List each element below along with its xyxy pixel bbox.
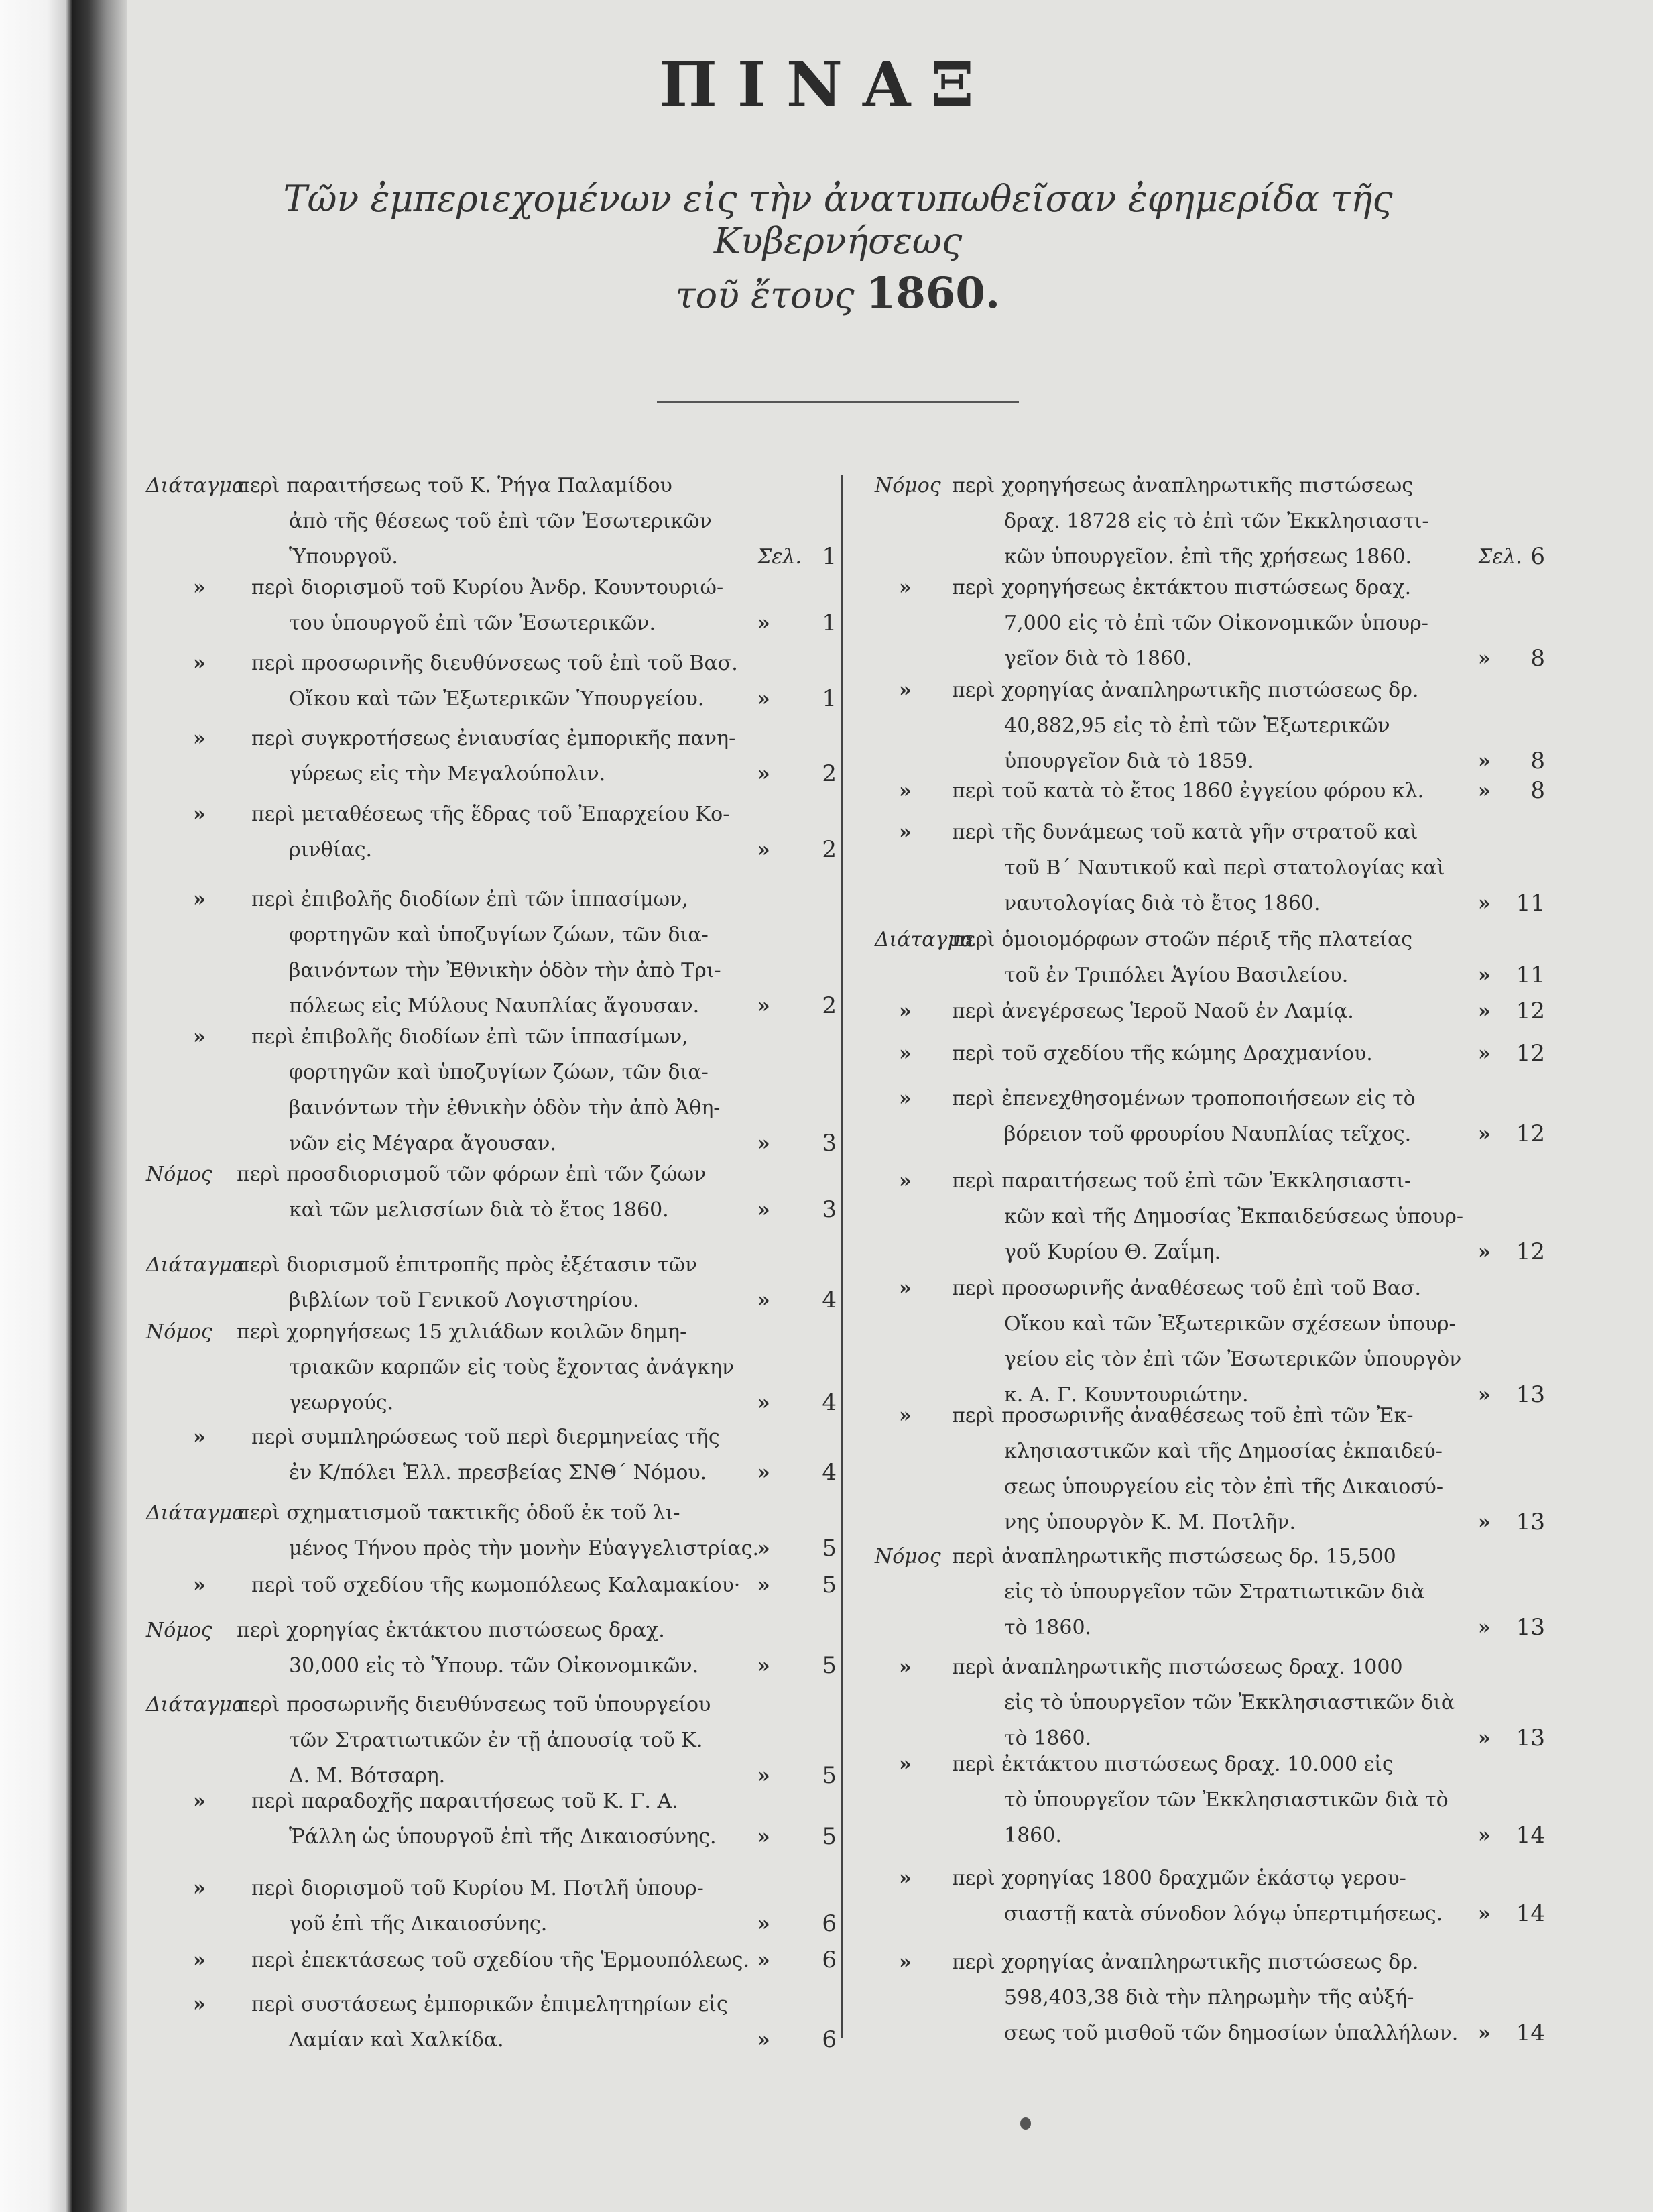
entry-text-line: φορτηγῶν καὶ ὑποζυγίων ζώων, τῶν δια- xyxy=(289,923,709,947)
page-number: 11 xyxy=(1516,890,1545,917)
entry-type-label: Διάταγμα xyxy=(875,928,975,951)
page-number: 4 xyxy=(822,1389,837,1416)
entry-text-line: σεως ὑπουργείου εἰς τὸν ἐπὶ τῆς Δικαιοσύ- xyxy=(1004,1475,1443,1499)
entry-type-label: Διάταγμα xyxy=(146,474,246,498)
entry-text-line: κῶν καὶ τῆς Δημοσίας Ἐκπαιδεύσεως ὑπουρ- xyxy=(1004,1205,1464,1228)
entry-text-line: εἰς τὸ ὑπουργεῖον τῶν Στρατιωτικῶν διὰ xyxy=(1004,1580,1425,1604)
entry-description xyxy=(952,1036,1445,1071)
entry-text-line: τοῦ Β΄ Ναυτικοῦ καὶ περὶ στατολογίας καὶ xyxy=(1004,856,1445,880)
entry-type-label: » xyxy=(193,576,206,599)
entry-description xyxy=(237,1019,726,1161)
entry-type-label: » xyxy=(193,1948,206,1972)
entry-description xyxy=(237,1784,726,1855)
page-number: 12 xyxy=(1516,1040,1545,1067)
entry-text-line: τὸ 1860. xyxy=(1004,1616,1092,1639)
page-number: 6 xyxy=(822,1910,837,1937)
entry-text-line: περὶ ὁμοιομόρφων στοῶν πέριξ τῆς πλατείας xyxy=(952,928,1413,951)
entry-text-line: περὶ μεταθέσεως τῆς ἕδρας τοῦ Ἐπαρχείου Κο- xyxy=(251,803,730,826)
entry-text-line: τοῦ ἐν Τριπόλει Ἁγίου Βασιλείου. xyxy=(1004,964,1349,987)
entry-text-line: μένος Τήνου πρὸς τὴν μονὴν Εὐαγγελιστρίας. xyxy=(289,1537,759,1560)
book-spine-shadow xyxy=(0,0,127,2212)
page-number: 2 xyxy=(822,760,837,787)
entry-text-line: περὶ τοῦ κατὰ τὸ ἔτος 1860 ἐγγείου φόρου κλ. xyxy=(952,779,1424,803)
entry-description xyxy=(237,1157,726,1228)
entry-text-line: 598,403,38 διὰ τὴν πληρωμὴν τῆς αὐξή- xyxy=(1004,1986,1414,2010)
entry-text-line: ὑπουργεῖον διὰ τὸ 1859. xyxy=(1004,750,1254,773)
entry-text-line: περὶ χορηγήσεως ἀναπληρωτικῆς πιστώσεως xyxy=(952,474,1414,498)
entry-description xyxy=(237,1247,726,1318)
entry-text-line: καὶ τῶν μελισσίων διὰ τὸ ἔτος 1860. xyxy=(289,1198,669,1222)
entry-type-label: Νόμος xyxy=(875,1545,941,1568)
entry-text-line: περὶ συγκροτήσεως ἐνιαυσίας ἐμπορικῆς πανη- xyxy=(251,727,736,750)
entry-text-line: εἰς τὸ ὑπουργεῖον τῶν Ἐκκλησιαστικῶν διὰ xyxy=(1004,1691,1455,1714)
entry-text-line: περὶ προσωρινῆς διευθύνσεως τοῦ ἐπὶ τοῦ Βασ. xyxy=(251,652,738,675)
entry-text-line: του ὑπουργοῦ ἐπὶ τῶν Ἐσωτερικῶν. xyxy=(289,612,656,635)
entry-text-line: περὶ χορηγήσεως ἐκτάκτου πιστώσεως δραχ. xyxy=(952,576,1412,599)
page-number: 13 xyxy=(1516,1725,1545,1751)
page-number: 12 xyxy=(1516,1120,1545,1147)
entry-description xyxy=(952,1271,1462,1413)
entry-type-label: » xyxy=(899,576,912,599)
entry-text-line: 40,882,95 εἰς τὸ ἐπὶ τῶν Ἐξωτερικῶν xyxy=(1004,714,1390,738)
entry-text-line: 1860. xyxy=(1004,1824,1062,1847)
page-prefix: » xyxy=(1478,1042,1491,1065)
page-prefix: » xyxy=(1478,779,1491,803)
entry-type-label: » xyxy=(899,1951,912,1974)
entry-text-line: περὶ χορηγίας ἀναπληρωτικῆς πιστώσεως δρ. xyxy=(952,1951,1419,1974)
entry-description xyxy=(952,922,1445,993)
page-number: 5 xyxy=(822,1823,837,1850)
page-prefix: » xyxy=(757,612,770,635)
entry-type-label: » xyxy=(899,1655,912,1679)
page-prefix: » xyxy=(1478,1240,1491,1264)
entry-text-line: περὶ χορηγήσεως 15 χιλιάδων κοιλῶν δημη- xyxy=(237,1320,687,1344)
page-prefix: Σελ. xyxy=(757,545,802,569)
entry-text-line: περὶ προσωρινῆς διευθύνσεως τοῦ ὑπουργείου xyxy=(237,1693,711,1716)
entry-text-line: περὶ διορισμοῦ τοῦ Κυρίου Ἀνδρ. Κουντουριώ- xyxy=(251,576,724,599)
entry-text-line: περὶ ἀνεγέρσεως Ἱεροῦ Ναοῦ ἐν Λαμίᾳ. xyxy=(952,1000,1354,1023)
entry-description xyxy=(237,1314,735,1421)
page-number: 2 xyxy=(822,992,837,1019)
entry-description xyxy=(237,1419,726,1491)
page-number: 5 xyxy=(822,1535,837,1562)
entry-text-line: περὶ ἐπιβολῆς διοδίων ἐπὶ τῶν ἱππασίμων, xyxy=(251,1025,688,1049)
entry-text-line: περὶ τῆς δυνάμεως τοῦ κατὰ γῆν στρατοῦ καὶ xyxy=(952,821,1418,844)
entry-text-line: περὶ ἀναπληρωτικῆς πιστώσεως δρ. 15,500 xyxy=(952,1545,1396,1568)
page-prefix: » xyxy=(757,1825,770,1849)
entry-type-label: Διάταγμα xyxy=(146,1501,246,1525)
page-number: 5 xyxy=(822,1572,837,1598)
entry-text-line: φορτηγῶν καὶ ὑποζυγίων ζώων, τῶν δια- xyxy=(289,1061,709,1084)
entry-text-line: περὶ συμπληρώσεως τοῦ περὶ διερμηνείας τῆς xyxy=(251,1425,720,1449)
entry-text-line: περὶ παραιτήσεως τοῦ ἐπὶ τῶν Ἐκκλησιαστι- xyxy=(952,1169,1412,1193)
page-number: 1 xyxy=(822,685,837,712)
page-number: 6 xyxy=(822,1946,837,1973)
page-number: 1 xyxy=(822,609,837,636)
entry-text-line: περὶ παραιτήσεως τοῦ Κ. Ῥήγα Παλαμίδου xyxy=(237,474,672,498)
entry-description xyxy=(237,882,726,1024)
entry-text-line: τὸ 1860. xyxy=(1004,1727,1092,1750)
page-prefix: » xyxy=(757,2028,770,2052)
entry-text-line: τὸ ὑπουργεῖον τῶν Ἐκκλησιαστικῶν διὰ τὸ xyxy=(1004,1788,1449,1812)
entry-description xyxy=(237,1613,726,1684)
entry-text-line: γοῦ Κυρίου Θ. Ζαΐμη. xyxy=(1004,1240,1221,1264)
entry-text-line: κλησιαστικῶν καὶ τῆς Δημοσίας ἐκπαιδεύ- xyxy=(1004,1440,1443,1463)
page-number: 14 xyxy=(1516,1900,1545,1927)
entry-description xyxy=(952,1398,1445,1540)
entry-type-label: » xyxy=(899,1169,912,1193)
entry-text-line: περὶ σχηματισμοῦ τακτικῆς ὁδοῦ ἐκ τοῦ λι- xyxy=(237,1501,680,1525)
page-number: 4 xyxy=(822,1459,837,1486)
page-prefix: » xyxy=(1478,2022,1491,2045)
page-prefix: » xyxy=(1478,1824,1491,1847)
page-number: 3 xyxy=(822,1196,837,1223)
entry-text-line: ἀπὸ τῆς θέσεως τοῦ ἐπὶ τῶν Ἐσωτερικῶν xyxy=(289,510,712,533)
page-prefix: » xyxy=(757,1391,770,1415)
page-prefix: » xyxy=(1478,1902,1491,1926)
page-prefix: » xyxy=(757,1132,770,1155)
entry-description xyxy=(952,1081,1445,1152)
entry-type-label: » xyxy=(899,1867,912,1890)
entry-type-label: » xyxy=(899,1087,912,1110)
entry-text-line: βαινόντων τὴν ἐθνικὴν ὁδὸν τὴν ἀπὸ Ἀθη- xyxy=(289,1096,721,1120)
entry-type-label: » xyxy=(899,1000,912,1023)
entry-description xyxy=(952,1649,1455,1756)
page-prefix: » xyxy=(1478,1616,1491,1639)
entry-type-label: » xyxy=(193,1425,206,1449)
entry-type-label: » xyxy=(193,1790,206,1813)
page-number: 13 xyxy=(1516,1381,1545,1408)
page-prefix: » xyxy=(757,1289,770,1312)
page-prefix: » xyxy=(757,838,770,862)
entry-text-line: περὶ χορηγίας ἀναπληρωτικῆς πιστώσεως δρ. xyxy=(952,679,1419,702)
year-line xyxy=(201,268,1475,318)
entry-type-label: Διάταγμα xyxy=(146,1693,246,1716)
entry-type-label: » xyxy=(899,1753,912,1776)
entry-text-line: γεωργούς. xyxy=(289,1391,394,1415)
year-value: 1860. xyxy=(865,268,1001,318)
entry-text-line: περὶ διορισμοῦ ἐπιτροπῆς πρὸς ἐξέτασιν τῶν xyxy=(237,1253,698,1277)
entry-text-line: περὶ παραδοχῆς παραιτήσεως τοῦ Κ. Γ. Α. xyxy=(251,1790,678,1813)
entry-type-label: » xyxy=(899,1042,912,1065)
entry-type-label: » xyxy=(899,679,912,702)
page-prefix: » xyxy=(757,687,770,711)
entry-description xyxy=(237,721,736,792)
entry-description xyxy=(237,646,738,717)
page-subtitle: Τῶν ἐμπεριεχομένων εἰς τὴν ἀνατυπωθεῖσαν ἐφημερίδα τῆς Κυβερνήσεως xyxy=(283,178,1393,262)
entry-text-line: σεως τοῦ μισθοῦ τῶν δημοσίων ὑπαλλήλων. xyxy=(1004,2022,1459,2045)
page-number: 8 xyxy=(1530,777,1545,804)
entry-text-line: Οἴκου καὶ τῶν Ἐξωτερικῶν σχέσεων ὑπουρ- xyxy=(1004,1312,1456,1336)
ink-spot xyxy=(1020,2117,1031,2130)
page-prefix: » xyxy=(1478,1511,1491,1534)
entry-description xyxy=(952,1861,1445,1932)
entry-text-line: ναυτολογίας διὰ τὸ ἔτος 1860. xyxy=(1004,892,1321,915)
entry-text-line: Δ. Μ. Βότσαρη. xyxy=(289,1764,446,1788)
page-prefix: » xyxy=(757,1654,770,1678)
page-number: 11 xyxy=(1516,962,1545,988)
entry-description xyxy=(952,773,1445,809)
entry-text-line: περὶ ἐπενεχθησομένων τροποποιήσεων εἰς τὸ xyxy=(952,1087,1416,1110)
entry-text-line: περὶ προσωρινῆς ἀναθέσεως τοῦ ἐπὶ τῶν Ἐκ- xyxy=(952,1404,1414,1428)
entry-text-line: γείου εἰς τὸν ἐπὶ τῶν Ἐσωτερικῶν ὑπουργὸν xyxy=(1004,1348,1462,1371)
entry-description xyxy=(237,468,726,575)
entry-text-line: Ὑπουργοῦ. xyxy=(289,545,398,569)
entry-text-line: περὶ τοῦ σχεδίου τῆς κώμης Δραχμανίου. xyxy=(952,1042,1373,1065)
entry-text-line: περὶ χορηγίας 1800 δραχμῶν ἑκάστῳ γερου- xyxy=(952,1867,1406,1890)
page-prefix: » xyxy=(1478,647,1491,671)
page-prefix: » xyxy=(757,762,770,786)
entry-text-line: περὶ προσδιορισμοῦ τῶν φόρων ἐπὶ τῶν ζώων xyxy=(237,1163,707,1186)
entry-type-label: » xyxy=(193,803,206,826)
page-prefix: » xyxy=(757,994,770,1018)
entry-text-line: περὶ τοῦ σχεδίου τῆς κωμοπόλεως Καλαμακίου· xyxy=(251,1574,741,1597)
entry-description xyxy=(237,1687,726,1794)
page-number: 6 xyxy=(1530,543,1545,570)
entry-text-line: γοῦ ἐπὶ τῆς Δικαιοσύνης. xyxy=(289,1912,548,1936)
entry-text-line: βόρειον τοῦ φρουρίου Ναυπλίας τεῖχος. xyxy=(1004,1122,1412,1146)
entry-type-label: » xyxy=(193,652,206,675)
entry-text-line: τριακῶν καρπῶν εἰς τοὺς ἔχοντας ἀνάγκην xyxy=(289,1356,735,1379)
entry-description xyxy=(952,1747,1449,1853)
entry-type-label: » xyxy=(193,1993,206,2016)
entry-text-line: γύρεως εἰς τὴν Μεγαλούπολιν. xyxy=(289,762,606,786)
page-prefix: » xyxy=(757,1764,770,1788)
entry-text-line: νης ὑπουργὸν Κ. Μ. Ποτλῆν. xyxy=(1004,1511,1296,1534)
entry-description xyxy=(952,1163,1464,1270)
entry-type-label: » xyxy=(193,888,206,911)
page-number: 13 xyxy=(1516,1614,1545,1641)
entry-text-line: πόλεως εἰς Μύλους Ναυπλίας ἄγουσαν. xyxy=(289,994,700,1018)
page-number: 12 xyxy=(1516,998,1545,1025)
page-number: 5 xyxy=(822,1652,837,1679)
entry-type-label: Νόμος xyxy=(875,474,941,498)
page-prefix: » xyxy=(1478,892,1491,915)
entry-text-line: κῶν ὑπουργεῖον. ἐπὶ τῆς χρήσεως 1860. xyxy=(1004,545,1412,569)
entry-text-line: κ. Α. Γ. Κουντουριώτην. xyxy=(1004,1383,1249,1407)
entry-description xyxy=(952,1944,1459,2051)
entry-text-line: βιβλίων τοῦ Γενικοῦ Λογιστηρίου. xyxy=(289,1289,639,1312)
page-number: 5 xyxy=(822,1762,837,1789)
page-number: 4 xyxy=(822,1287,837,1314)
entry-text-line: γεῖον διὰ τὸ 1860. xyxy=(1004,647,1192,671)
entry-text-line: περὶ προσωρινῆς ἀναθέσεως τοῦ ἐπὶ τοῦ Βασ. xyxy=(952,1277,1421,1300)
entry-description xyxy=(237,1568,741,1603)
page-prefix: » xyxy=(757,1537,770,1560)
entry-description xyxy=(237,570,726,641)
page-number: 14 xyxy=(1516,1822,1545,1849)
column-divider xyxy=(841,475,843,2038)
entry-text-line: βαινόντων τὴν Ἐθνικὴν ὁδὸν τὴν ἀπὸ Τρι- xyxy=(289,959,721,982)
entry-description xyxy=(952,570,1445,677)
page-prefix: » xyxy=(1478,750,1491,773)
entry-description xyxy=(237,797,730,868)
entry-text-line: δραχ. 18728 εἰς τὸ ἐπὶ τῶν Ἐκκλησιαστι- xyxy=(1004,510,1429,533)
page-number: 13 xyxy=(1516,1509,1545,1535)
entry-text-line: περὶ χορηγίας ἐκτάκτου πιστώσεως δραχ. xyxy=(237,1619,665,1642)
entry-description xyxy=(952,815,1445,921)
entry-description xyxy=(952,673,1445,779)
page-prefix: » xyxy=(757,1198,770,1222)
page-number: 6 xyxy=(822,2026,837,2053)
entry-type-label: » xyxy=(899,779,912,803)
entry-type-label: Νόμος xyxy=(146,1619,212,1642)
page-prefix: » xyxy=(1478,1000,1491,1023)
entry-text-line: τῶν Στρατιωτικῶν ἐν τῇ ἀπουσίᾳ τοῦ Κ. xyxy=(289,1729,703,1752)
entry-text-line: νῶν εἰς Μέγαρα ἄγουσαν. xyxy=(289,1132,556,1155)
entry-text-line: περὶ συστάσεως ἐμπορικῶν ἐπιμελητηρίων εἰς xyxy=(251,1993,728,2016)
page-number: 2 xyxy=(822,836,837,863)
entry-type-label: » xyxy=(193,727,206,750)
entry-text-line: 30,000 εἰς τὸ Ὑπουρ. τῶν Οἰκονομικῶν. xyxy=(289,1654,699,1678)
page-prefix: » xyxy=(757,1912,770,1936)
page-number: 1 xyxy=(822,543,837,570)
entry-text-line: ἐν Κ/πόλει Ἑλλ. πρεσβείας ΣΝΘ΄ Νόμου. xyxy=(289,1461,707,1485)
entry-text-line: περὶ ἐκτάκτου πιστώσεως δραχ. 10.000 εἰς xyxy=(952,1753,1394,1776)
page-prefix: » xyxy=(757,1574,770,1597)
entry-description xyxy=(237,1495,759,1566)
page-prefix: » xyxy=(1478,1122,1491,1146)
page-number: 3 xyxy=(822,1130,837,1157)
entry-description xyxy=(952,468,1445,575)
page-prefix: » xyxy=(757,1461,770,1485)
entry-type-label: » xyxy=(193,1025,206,1049)
entry-type-label: » xyxy=(193,1877,206,1900)
entry-text-line: περὶ ἀναπληρωτικῆς πιστώσεως δραχ. 1000 xyxy=(952,1655,1403,1679)
entry-description xyxy=(952,1539,1445,1645)
entry-type-label: » xyxy=(899,1404,912,1428)
entry-description xyxy=(237,1942,749,1978)
entry-type-label: Νόμος xyxy=(146,1163,212,1186)
entry-description xyxy=(237,1871,726,1942)
page-title: ΠΙΝΑΞ xyxy=(658,48,995,121)
page-prefix: Σελ. xyxy=(1478,545,1522,569)
entry-text-line: ρινθίας. xyxy=(289,838,373,862)
entry-type-label: Διάταγμα xyxy=(146,1253,246,1277)
entry-type-label: Νόμος xyxy=(146,1320,212,1344)
entry-text-line: περὶ ἐπεκτάσεως τοῦ σχεδίου τῆς Ἑρμουπόλεως. xyxy=(251,1948,749,1972)
entry-type-label: » xyxy=(899,1277,912,1300)
entry-text-line: περὶ ἐπιβολῆς διοδίων ἐπὶ τῶν ἱππασίμων, xyxy=(251,888,688,911)
page-number: 8 xyxy=(1530,748,1545,774)
page-number: 12 xyxy=(1516,1238,1545,1265)
entry-type-label: » xyxy=(193,1574,206,1597)
page-number: 14 xyxy=(1516,2020,1545,2046)
page-prefix: » xyxy=(1478,1383,1491,1407)
entry-description xyxy=(237,1987,726,2058)
entry-description xyxy=(952,994,1445,1029)
page-prefix: » xyxy=(1478,964,1491,987)
entry-text-line: Λαμίαν καὶ Χαλκίδα. xyxy=(289,2028,504,2052)
entry-text-line: περὶ διορισμοῦ τοῦ Κυρίου Μ. Ποτλῆ ὑπουρ- xyxy=(251,1877,704,1900)
entry-type-label: » xyxy=(899,821,912,844)
entry-text-line: Οἴκου καὶ τῶν Ἐξωτερικῶν Ὑπουργείου. xyxy=(289,687,705,711)
entry-text-line: 7,000 εἰς τὸ ἐπὶ τῶν Οἰκονομικῶν ὑπουρ- xyxy=(1004,612,1428,635)
page-prefix: » xyxy=(757,1948,770,1972)
entry-text-line: Ῥάλλη ὡς ὑπουργοῦ ἐπὶ τῆς Δικαιοσύνης. xyxy=(289,1825,717,1849)
page-number: 8 xyxy=(1530,645,1545,672)
title-rule xyxy=(657,401,1019,403)
year-prefix: τοῦ ἔτους xyxy=(675,274,855,316)
entry-text-line: σιαστῇ κατὰ σύνοδον λόγῳ ὑπερτιμήσεως. xyxy=(1004,1902,1443,1926)
page-prefix: » xyxy=(1478,1727,1491,1750)
